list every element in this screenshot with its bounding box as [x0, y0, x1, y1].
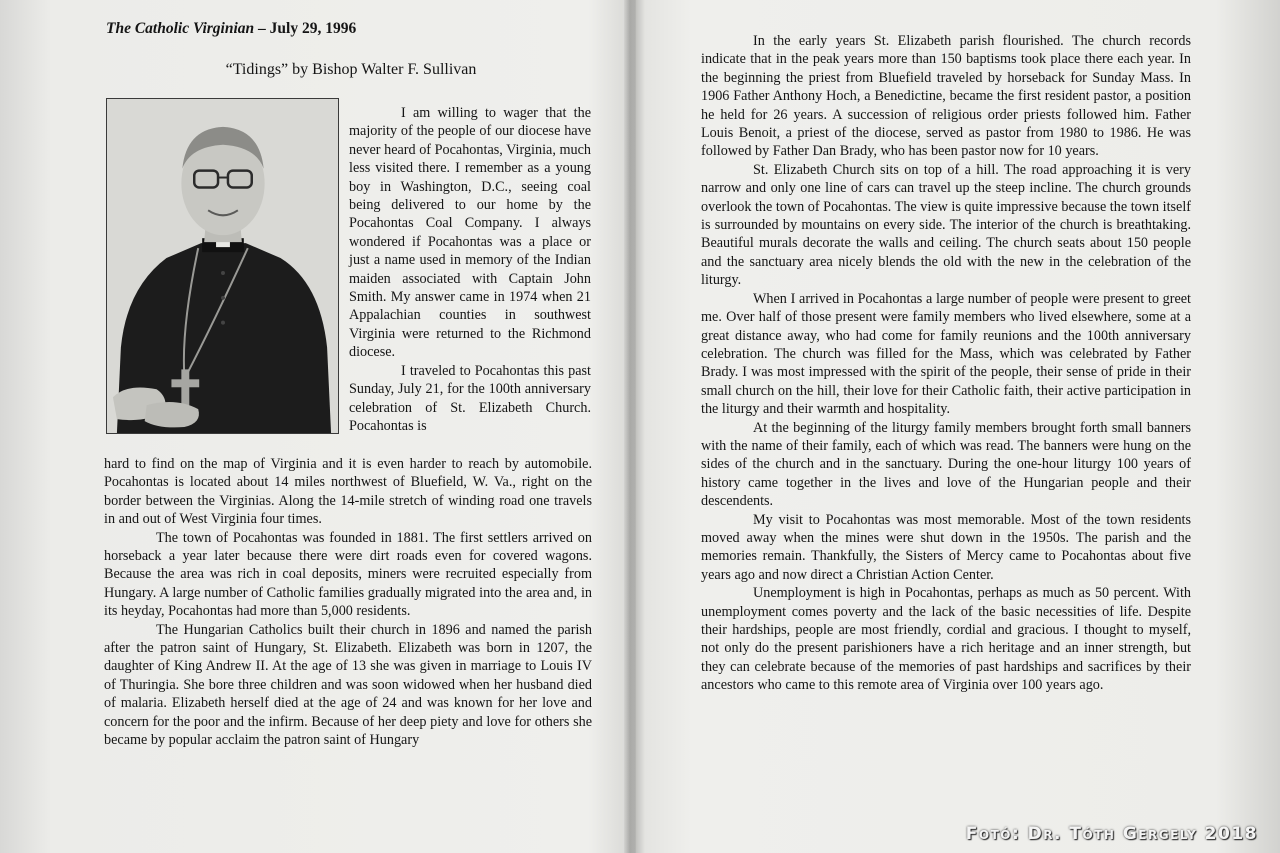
right-column-text	[701, 32, 1191, 695]
left-page	[0, 0, 628, 853]
paragraph: I am willing to wager that the majority of the people of our diocese have never heard of Pocahontas, Virginia, much less visited there. I remember as a young boy in Washington, D.C., seeing coal being delivered to our home by the Pocahontas Coal Company. I always wondered if Pocahontas was a place or just a name used in memory of the Indian maiden associated with Captain John Smith. My answer came in 1974 when 21 Appalachian counties in southwest Virginia were returned to the Richmond diocese.	[349, 105, 591, 361]
right-page	[632, 0, 1280, 853]
paragraph: When I arrived in Pocahontas a large number of people were present to greet me. Over half of those present were family members who lived elsewhere, some at a great distance away, who had come for family reunions and the 100th anniversary celebration. The church was filled for the Mass, which was celebrated by Father Brady. I was most impressed with the spirit of the people, their sense of pride in their small church on the hill, their love for their Catholic faith, their active participation in the liturgy and their warmth and hospitality.	[701, 290, 1191, 418]
paragraph: At the beginning of the liturgy family members brought forth small banners with the name of their family, each of which was read. The banners were hung on the sides of the church and in the sanctuary. During the one-hour liturgy 100 years of history came together in the lives and love of the Hungarian people and their descendents.	[701, 419, 1191, 510]
paragraph: St. Elizabeth Church sits on top of a hill. The road approaching it is very narrow and only one line of cars can travel up the steep incline. The church grounds overlook the town of Pocahontas. The view is quite impressive because the town itself is surrounded by mountains on every side. The interior of the church is breathtaking. Beautiful murals decorate the walls and ceiling. The church seats about 150 people and the sanctuary area nicely blends the old with the new in the celebration of the liturgy.	[701, 161, 1191, 289]
paragraph: My visit to Pocahontas was most memorable. Most of the town residents moved away when the mines were shut down in the 1950s. The parish and the memories remain. Thankfully, the Sisters of Mercy came to Pocahontas about five years ago and now direct a Christian Action Center.	[701, 511, 1191, 583]
bishop-portrait-photo	[106, 98, 339, 434]
publication-name: The Catholic Virginian	[106, 20, 255, 37]
paragraph: The Hungarian Catholics built their church in 1896 and named the parish after the patron saint of Hungary, St. Elizabeth. Elizabeth was born in 1207, the daughter of King Andrew II. At the age of 13 she was given in marriage to Louis IV of Thuringia. She bore three children and was soon widowed when her husband died of malaria. Elizabeth herself died at the age of 24 and was known for her love and concern for the poor and the infirm. Because of her deep piety and love for others she became by popular acclaim the patron saint of Hungary	[104, 621, 592, 749]
article-byline: “Tidings” by Bishop Walter F. Sullivan	[225, 61, 477, 78]
left-column-narrow-text	[349, 104, 591, 435]
paragraph: The town of Pocahontas was founded in 1881. The first settlers arrived on horseback a year later because there were dirt roads even for covered wagons. Because the area was rich in coal deposits, miners were recruited especially from Hungary. A large number of Catholic families gradually migrated into the area and, in its heyday, Pocahontas had more than 5,000 residents.	[104, 529, 592, 620]
paragraph: In the early years St. Elizabeth parish flourished. The church records indicate that in the peak years more than 150 baptisms took place there each year. In the beginning the priest from Bluefield traveled by horseback for Sunday Mass. In 1906 Father Anthony Hoch, a Benedictine, became the first resident pastor, a position he held for 26 years. A succession of religious order priests followed him. Father Louis Benoit, a priest of the diocese, served as pastor from 1980 to 1986. He was followed by Father Dan Brady, who has been pastor now for 10 years.	[701, 33, 1191, 160]
left-column-full-text	[104, 455, 592, 750]
masthead	[106, 20, 356, 38]
paragraph: Unemployment is high in Pocahontas, perhaps as much as 50 percent. With unemployment comes poverty and the lack of the basic necessities of life. Despite their hardships, people are most friendly, cordial and gracious. I thought to myself, not only do the present parishioners have a rich heritage and an inner strength, but they can celebrate because of the memories of past hardships and sacrifices by their ancestors who came to this remote area of Virginia over 100 years ago.	[701, 585, 1191, 694]
paragraph: hard to find on the map of Virginia and it is even harder to reach by automobile. Pocahontas is located about 14 miles northwest of Bluefield, W. Va., right on the border between the Virginias. Along the 14-mile stretch of winding road one travels in and out of West Virginia four times.	[104, 456, 592, 528]
paragraph: I traveled to Pocahontas this past Sunday, July 21, for the 100th anniversary celebration of St. Elizabeth Church. Pocahontas is	[349, 362, 591, 434]
photo-credit-watermark: Fotó: Dr. Tóth Gergely 2018	[965, 824, 1258, 844]
publication-date: – July 29, 1996	[254, 20, 357, 37]
